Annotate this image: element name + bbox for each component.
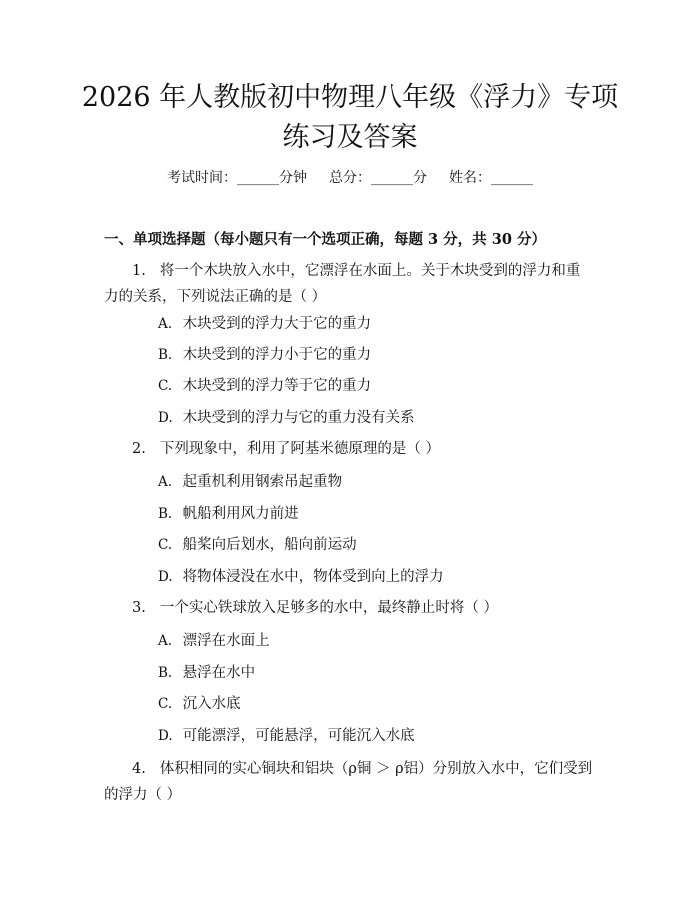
option-text: 船桨向后划水，船向前运动 [182,537,357,553]
option-letter: D. [158,410,173,426]
question-1-option-a [158,313,371,335]
question-number: 3. [132,600,146,616]
question-3-option-c [158,693,241,715]
option-text: 木块受到的浮力小于它的重力 [182,347,372,363]
question-3 [104,595,594,621]
question-4 [104,756,594,808]
option-letter: B. [158,665,173,681]
question-1 [104,258,594,310]
question-number: 4. [132,761,146,777]
question-2 [104,436,594,462]
option-letter: C. [158,696,173,712]
question-number: 2. [132,441,146,457]
question-1-option-d [158,407,415,429]
question-number: 1. [132,263,146,279]
question-2-option-c [158,534,357,556]
option-letter: B. [158,347,173,363]
question-2-option-a [158,471,342,493]
option-text: 可能漂浮，可能悬浮，可能沉入水底 [182,728,415,744]
exam-time-field: 考试时间：______分钟 [167,170,307,186]
question-2-option-b [158,503,299,525]
document-title-line1: 2026 年人教版初中物理八年级《浮力》专项 [81,82,619,113]
option-letter: A. [158,316,173,332]
question-3-option-d [158,725,415,747]
option-text: 将物体浸没在水中，物体受到向上的浮力 [182,569,444,585]
option-letter: D. [158,569,173,585]
option-letter: C. [158,537,173,553]
option-text: 木块受到的浮力大于它的重力 [182,316,372,332]
option-letter: C. [158,378,173,394]
question-3-option-a [158,630,270,652]
question-1-option-b [158,344,371,366]
option-letter: A. [158,633,173,649]
option-text: 起重机利用钢索吊起重物 [182,474,343,490]
option-text: 沉入水底 [182,696,241,712]
option-text: 帆船利用风力前进 [182,506,299,522]
question-2-option-d [158,566,444,588]
question-text: 体积相同的实心铜块和铝块（ρ铜 ＞ ρ铝）分别放入水中，它们受到的浮力（ ） [104,761,593,803]
question-3-option-b [158,662,255,684]
option-letter: D. [158,728,173,744]
option-text: 木块受到的浮力等于它的重力 [182,378,372,394]
option-text: 木块受到的浮力与它的重力没有关系 [182,410,415,426]
document-title-line2: 练习及答案 [282,122,418,153]
question-1-option-c [158,375,371,397]
exam-info-row [0,168,700,188]
question-text: 下列现象中，利用了阿基米德原理的是（ ） [159,441,440,457]
option-text: 悬浮在水中 [182,665,256,681]
option-letter: B. [158,506,173,522]
total-score-field: 总分：______分 [329,170,427,186]
student-name-field: 姓名：______ [449,170,533,186]
option-letter: A. [158,474,173,490]
section-heading-single-choice: 一、单项选择题（每小题只有一个选项正确，每题 3 分，共 30 分） [104,231,546,248]
option-text: 漂浮在水面上 [182,633,270,649]
question-text: 一个实心铁球放入足够多的水中，最终静止时将（ ） [159,600,498,616]
question-text: 将一个木块放入水中，它漂浮在水面上。关于木块受到的浮力和重力的关系，下列说法正确的是（ ） [104,263,581,305]
